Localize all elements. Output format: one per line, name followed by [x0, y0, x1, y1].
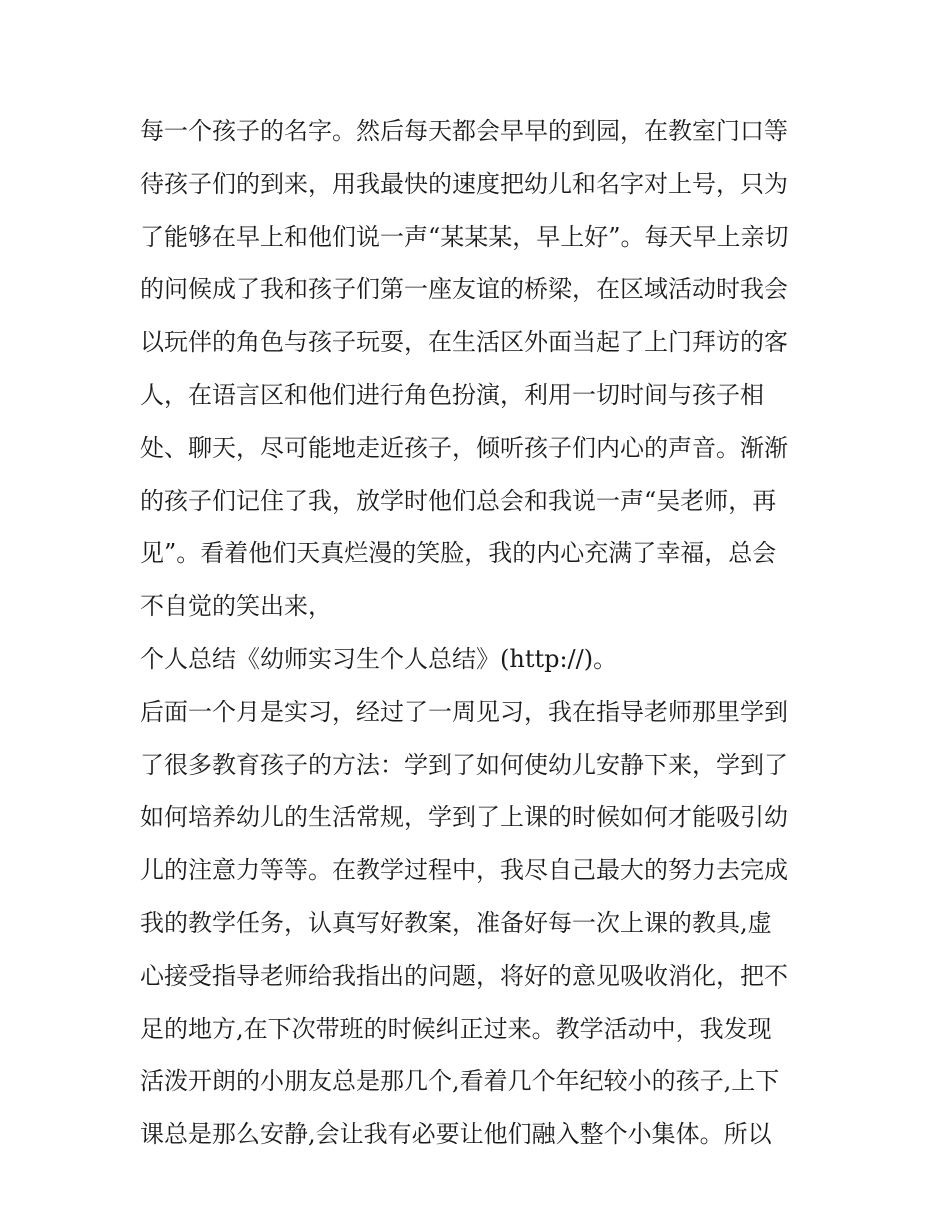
text-line: 不自觉的笑出来， [140, 592, 332, 621]
text-line: 活泼开朗的小朋友总是那几个,看着几个年纪较小的孩子,上下 [140, 1067, 780, 1096]
text-line: 课总是那么安静,会让我有必要让他们融入整个小集体。所以 [140, 1120, 772, 1149]
text-line: 人，在语言区和他们进行角色扮演，利用一切时间与孩子相 [140, 380, 764, 409]
text-line: 足的地方,在下次带班的时候纠正过来。教学活动中，我发现 [140, 1014, 772, 1043]
text-line: 心接受指导老师给我指出的问题，将好的意见吸收消化，把不 [140, 961, 788, 990]
text-line: 如何培养幼儿的生活常规，学到了上课的时候如何才能吸引幼 [140, 803, 788, 832]
text-line: 了能够在早上和他们说一声“某某某，早上好”。每天早上亲切 [140, 222, 789, 251]
text-line: 了很多教育孩子的方法：学到了如何使幼儿安静下来，学到了 [140, 750, 788, 779]
text-line: 的问候成了我和孩子们第一座友谊的桥梁，在区域活动时我会 [140, 275, 788, 304]
text-line: 每一个孩子的名字。然后每天都会早早的到园，在教室门口等 [140, 117, 788, 145]
text-line: 的孩子们记住了我，放学时他们总会和我说一声“吴老师，再 [140, 486, 777, 515]
text-line: 儿的注意力等等。在教学过程中，我尽自己最大的努力去完成 [140, 856, 788, 885]
text-line: 见”。看着他们天真烂漫的笑脸，我的内心充满了幸福，总会 [140, 539, 777, 568]
text-line: 待孩子们的到来，用我最快的速度把幼儿和名字对上号，只为 [140, 169, 788, 198]
text-line: 以玩伴的角色与孩子玩耍，在生活区外面当起了上门拜访的客 [140, 328, 788, 357]
text-line: 个人总结《幼师实习生个人总结》(http://)。 [140, 644, 618, 673]
text-line: 我的教学任务，认真写好教案，准备好每一次上课的教具,虚 [140, 908, 772, 937]
text-line: 后面一个月是实习，经过了一周见习，我在指导老师那里学到 [140, 697, 788, 726]
text-line: 处、聊天，尽可能地走近孩子，倾听孩子们内心的声音。渐渐 [140, 433, 788, 462]
body-text [140, 105, 820, 1161]
